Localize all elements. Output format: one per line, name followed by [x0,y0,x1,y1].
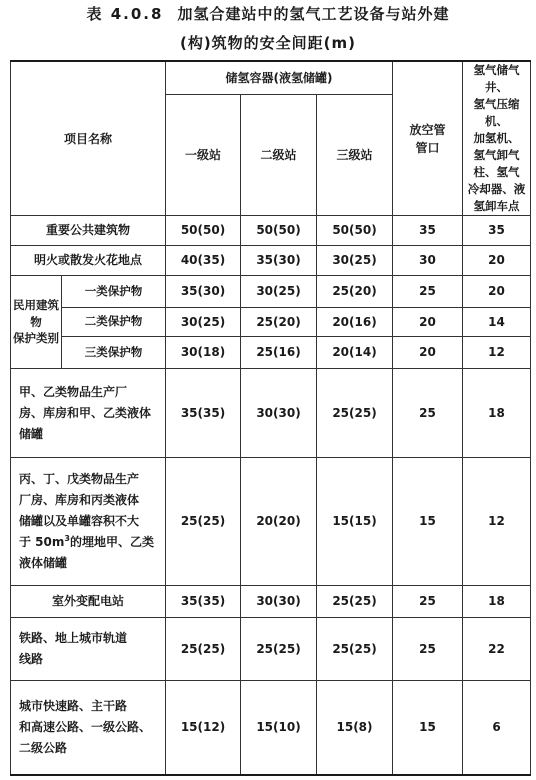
cell: 20(16) [317,308,393,337]
row-label: 重要公共建筑物 [11,216,166,246]
row-label: 一类保护物 [62,276,166,308]
cell: 6 [463,681,531,775]
cell: 35(30) [166,276,241,308]
row-label-line: 线路 [19,652,44,667]
cell: 35 [393,216,463,246]
header-equipment-line: 氢气储气井、 [473,63,520,95]
cell: 20 [393,337,463,369]
cell: 12 [463,337,531,369]
cell: 25(25) [317,586,393,618]
cell: 25(20) [317,276,393,308]
cell: 30(30) [241,586,317,618]
header-level-1: 一级站 [166,95,241,216]
table-row [11,586,531,618]
header-storage-group: 储氢容器(液氢储罐) [166,61,393,95]
cell: 30(25) [241,276,317,308]
cell: 20 [463,246,531,276]
cell: 20 [393,308,463,337]
civil-category-line: 民用建筑物 [13,298,59,329]
cell: 15(8) [317,681,393,775]
safety-distance-table [10,60,531,776]
cell: 25(25) [241,618,317,681]
cell: 35(35) [166,586,241,618]
row-label-line: 厂房、库房和丙类液体 [19,493,140,508]
table-row [11,308,531,337]
cell: 25(25) [317,618,393,681]
cell: 18 [463,369,531,458]
table-row [11,216,531,246]
header-row [11,61,531,95]
civil-category-line: 保护类别 [13,331,59,346]
row-label-line: 铁路、地上城市轨道 [19,631,128,646]
row-label-line: 丙、丁、戊类物品生产 [19,472,140,487]
row-label-line: 的埋地甲、乙类 [69,535,154,550]
cell: 15 [393,681,463,775]
cell: 25(25) [166,618,241,681]
cell: 30(18) [166,337,241,369]
cell: 35(35) [166,369,241,458]
header-equipment-line: 冷却器、液 [467,182,526,197]
cell: 15 [393,458,463,586]
row-label: 明火或散发火花地点 [11,246,166,276]
cell: 40(35) [166,246,241,276]
cell: 25(16) [241,337,317,369]
table-row [11,246,531,276]
row-label-line: 于 50m [19,535,65,550]
row-label: 二类保护物 [62,308,166,337]
row-label [11,369,166,458]
row-label-line: 储罐 [19,426,44,441]
cell: 35 [463,216,531,246]
header-equipment [463,61,531,216]
cell: 15(10) [241,681,317,775]
row-label: 三类保护物 [62,337,166,369]
cell: 15(15) [317,458,393,586]
header-equipment-line: 氢气压缩机、 [473,97,520,129]
row-label [11,618,166,681]
header-vent [393,61,463,216]
cell: 25(25) [317,369,393,458]
cell: 25 [393,276,463,308]
row-label-line: 和高速公路、一级公路、 [19,719,152,734]
table-row [11,458,531,586]
table-row [11,369,531,458]
cell: 50(50) [241,216,317,246]
table-row [11,681,531,775]
header-equipment-line: 加氢机、 [473,131,520,146]
header-level-2: 二级站 [241,95,317,216]
cell: 30(30) [241,369,317,458]
cell: 14 [463,308,531,337]
row-label [11,458,166,586]
cell: 20 [463,276,531,308]
row-label-line: 房、库房和甲、乙类液体 [19,405,152,420]
civil-category [11,276,62,369]
superscript: 3 [64,534,70,544]
header-vent-line: 放空管 [409,122,446,137]
row-label: 室外变配电站 [11,586,166,618]
table-row [11,618,531,681]
cell: 25(25) [166,458,241,586]
cell: 18 [463,586,531,618]
table-row [11,337,531,369]
cell: 25 [393,586,463,618]
cell: 25 [393,618,463,681]
table-title-line-2: (构)筑物的安全间距(m) [179,34,357,52]
row-label-line: 二级公路 [19,740,68,755]
header-equipment-line: 氢气卸气 [473,148,520,163]
table-number: 表 4.0.8 [86,5,164,23]
header-item-name: 项目名称 [11,61,166,216]
cell: 25(20) [241,308,317,337]
cell: 22 [463,618,531,681]
cell: 30 [393,246,463,276]
header-level-3: 三级站 [317,95,393,216]
row-label-line: 液体储罐 [19,556,68,571]
cell: 50(50) [317,216,393,246]
table-title-line-1: 加氢合建站中的氢气工艺设备与站外建 [177,5,450,23]
header-equipment-line: 氢卸车点 [473,199,520,214]
table-row [11,276,531,308]
row-label-line: 甲、乙类物品生产厂 [19,384,128,399]
table-title [0,3,536,24]
row-label [11,681,166,775]
cell: 20(20) [241,458,317,586]
row-label-line: 储罐以及单罐容积不大 [19,514,140,529]
header-equipment-line: 柱、氢气 [473,165,520,180]
cell: 30(25) [317,246,393,276]
cell: 25 [393,369,463,458]
cell: 20(14) [317,337,393,369]
cell: 50(50) [166,216,241,246]
cell: 30(25) [166,308,241,337]
cell: 15(12) [166,681,241,775]
row-label-line: 城市快速路、主干路 [19,698,128,713]
cell: 12 [463,458,531,586]
header-vent-line: 管口 [415,140,440,155]
cell: 35(30) [241,246,317,276]
